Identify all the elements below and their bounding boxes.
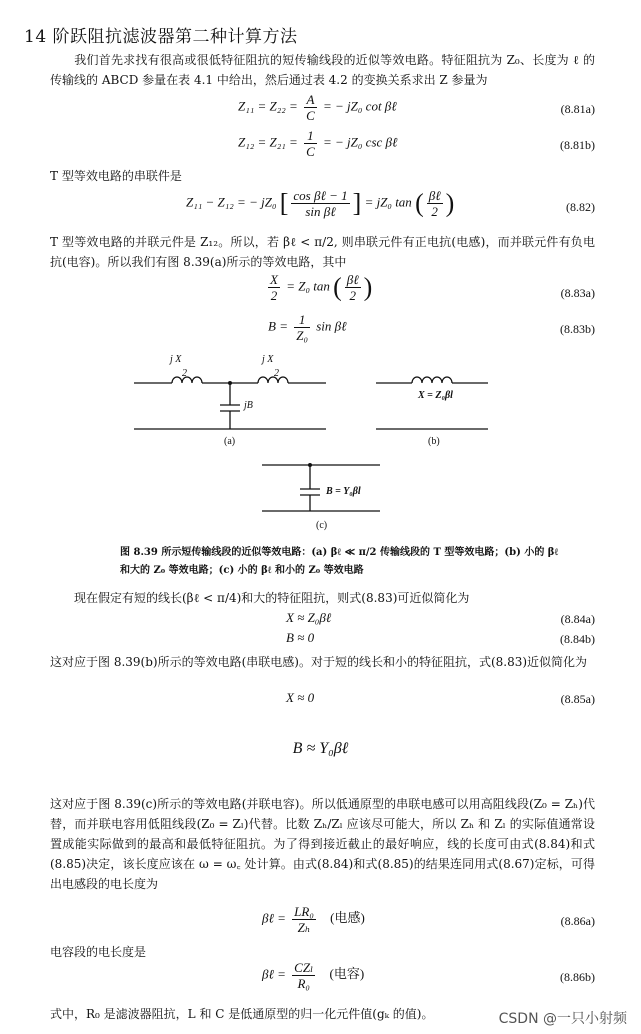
eq-number-8-82: (8.82) (566, 200, 595, 214)
eq-denominator: Zₕ (297, 920, 311, 935)
paragraph-capacitor-length: 电容段的电长度是 (50, 945, 147, 959)
right-bracket: ] (352, 188, 362, 218)
eq-denominator: 2 (270, 288, 278, 303)
equation-8-83a (265, 272, 372, 303)
equation-8-85a: X ≈ 0 (286, 690, 315, 705)
eq-denominator: sin βℓ (305, 204, 336, 219)
left-bracket: [ (279, 188, 289, 218)
equation-8-86a (262, 904, 365, 935)
equation-8-86b (262, 960, 364, 991)
eq-number-8-83b: (8.83b) (560, 322, 595, 336)
equation-8-84a: X ≈ Z₀βℓ (286, 610, 332, 625)
equation-8-81a (238, 92, 397, 123)
eq-number-8-83a: (8.83a) (560, 286, 595, 300)
eq-rhs: = Z₀ tan (286, 278, 330, 294)
label-b: (b) (428, 436, 440, 447)
paragraph-intro-text: 我们首先求找有很高或很低特征阻抗的短传输线段的近似等效电路。特征阻抗为 Z₀、长度为 ℓ 的传输线的 ABCD 参量在表 4.1 中给出，然后通过表 4.2 的变换关系求出 Z 参量为 (50, 53, 595, 87)
eq-lhs: Z₁₂ = Z₂₁ = (238, 134, 298, 150)
eq-numerator: LR₀ (294, 904, 314, 919)
equation-8-81b (238, 128, 397, 159)
left-paren: ( (333, 272, 342, 302)
eq-denominator: R₀ (297, 976, 310, 991)
eq-number-8-86b: (8.86b) (560, 970, 595, 984)
eq-denominator-2: 2 (431, 204, 438, 219)
equation-8-84b: B ≈ 0 (286, 630, 315, 645)
eq-note: (电感) (330, 910, 365, 926)
eq-numerator-2: βℓ (428, 188, 441, 203)
figure-8-39 (0, 345, 641, 540)
eq-denominator: Z₀ (296, 328, 308, 343)
eq-denominator-2: 2 (349, 288, 356, 303)
watermark: CSDN @一只小射频 (498, 1011, 627, 1027)
eq-number-8-85a: (8.85a) (560, 692, 595, 706)
inductor-b-icon (412, 377, 452, 383)
paragraph-intro (50, 50, 595, 90)
eq-denominator: C (306, 144, 315, 159)
paragraph-short-line (50, 588, 595, 608)
label-a-series-1-den: 2 (182, 368, 187, 379)
eq-rhs: = − jZ₀ csc βℓ (323, 134, 398, 150)
eq-numerator: cos βℓ − 1 (293, 188, 348, 203)
inductor-left-icon (172, 377, 202, 383)
label-a-shunt: jB (244, 400, 253, 411)
eq-rhs: = − jZ₀ cot βℓ (323, 98, 397, 114)
equation-8-85b: B ≈ Y₀βℓ (292, 740, 349, 757)
right-paren: ) (445, 188, 455, 218)
eq-number-8-81a: (8.81a) (560, 102, 595, 116)
eq-numerator-2: βℓ (346, 272, 359, 287)
eq-lhs: βℓ = (262, 910, 286, 926)
paragraph-shunt-capacitor: 这对应于图 8.39(c)所示的等效电路(并联电容)。所以低通原型的串联电感可以用高阻线段(Z₀ = Zₕ)代替，而并联电容用低阻线段(Z₀ = Zₗ)代替。比数 Zₕ/Zₗ 应该尽可能大，所以 Zₕ 和 Zₗ 的实际值通常设置成能实际做到的最高和最低特征阻抗。为了得到接近截止的最好响应，线的长度可由式(8.84)和式(8.85)决定，该长度应该在 ω = ω꜀ 处计算。由式(8.84)和式(8.85)的结果连同用式(8.67)定标，可得出电感段的电长度为 (50, 797, 595, 891)
eq-lhs: Z₁₁ = Z₂₂ = (238, 98, 298, 114)
label-a: (a) (224, 436, 236, 447)
label-c: (c) (316, 520, 328, 531)
eq-lhs: Z₁₁ − Z₁₂ = − jZ₀ (186, 194, 277, 210)
eq-note: (电容) (329, 966, 365, 982)
paragraph-definitions: 式中，R₀ 是滤波器阻抗，L 和 C 是低通原型的归一化元件值(gₖ 的值)。 (50, 1007, 434, 1021)
figure-caption: 图 8.39 所示短传输线段的近似等效电路：(a) βℓ ≪ π/2 传输线段的 T 型等效电路；(b) 小的 βℓ 和大的 Z₀ 等效电路；(c) 小的 βℓ 和小的 Z₀ 等效电路 (120, 547, 559, 576)
label-a-series-2-den: 2 (274, 368, 279, 379)
eq-numerator: A (304, 92, 317, 108)
circuit-c (262, 465, 380, 511)
inductor-right-icon (258, 377, 288, 383)
eq-lhs: βℓ = (262, 966, 286, 982)
eq-numerator: 1 (304, 128, 317, 144)
eq-denominator: C (306, 108, 315, 123)
right-paren: ) (363, 272, 373, 302)
label-a-series-1: j X (170, 354, 182, 365)
eq-number-8-84a: (8.84a) (560, 612, 595, 626)
paragraph-short-line-text: 现在假定有短的线长(βℓ < π/4)和大的特征阻抗，则式(8.83)可近似简化为 (74, 591, 470, 605)
eq-mid: = jZ₀ tan (364, 194, 412, 210)
equation-8-83b (268, 312, 347, 343)
paragraph-series: T 型等效电路的串联件是 (50, 169, 182, 183)
eq-lhs: B = (268, 318, 288, 334)
eq-rhs: sin βℓ (316, 318, 347, 334)
equation-8-82 (186, 188, 454, 219)
circuit-b (376, 377, 488, 429)
eq-numerator: X (270, 272, 278, 287)
left-paren: ( (415, 188, 424, 218)
eq-number-8-86a: (8.86a) (560, 914, 595, 928)
label-b-element: X = Z₀βl (418, 390, 453, 401)
eq-number-8-81b: (8.81b) (560, 138, 595, 152)
label-c-element: B = Y₀βl (326, 486, 361, 497)
eq-numerator: 1 (294, 312, 310, 328)
page-title: 14 阶跃阻抗滤波器第二种计算方法 (24, 27, 298, 47)
label-a-series-2: j X (262, 354, 274, 365)
paragraph-series-inductor: 这对应于图 8.39(b)所示的等效电路(串联电感)。对于短的线长和小的特征阻抗，式(8.83)近似简化为 (50, 655, 588, 669)
eq-number-8-84b: (8.84b) (560, 632, 595, 646)
eq-numerator: CZₗ (294, 960, 314, 975)
paragraph-shunt: T 型等效电路的并联元件是 Z₁₂。所以，若 βℓ < π/2, 则串联元件有正电抗(电感)，而并联元件有负电抗(电容)。所以我们有图 8.39(a)所示的等效电路，其中 (50, 235, 595, 269)
